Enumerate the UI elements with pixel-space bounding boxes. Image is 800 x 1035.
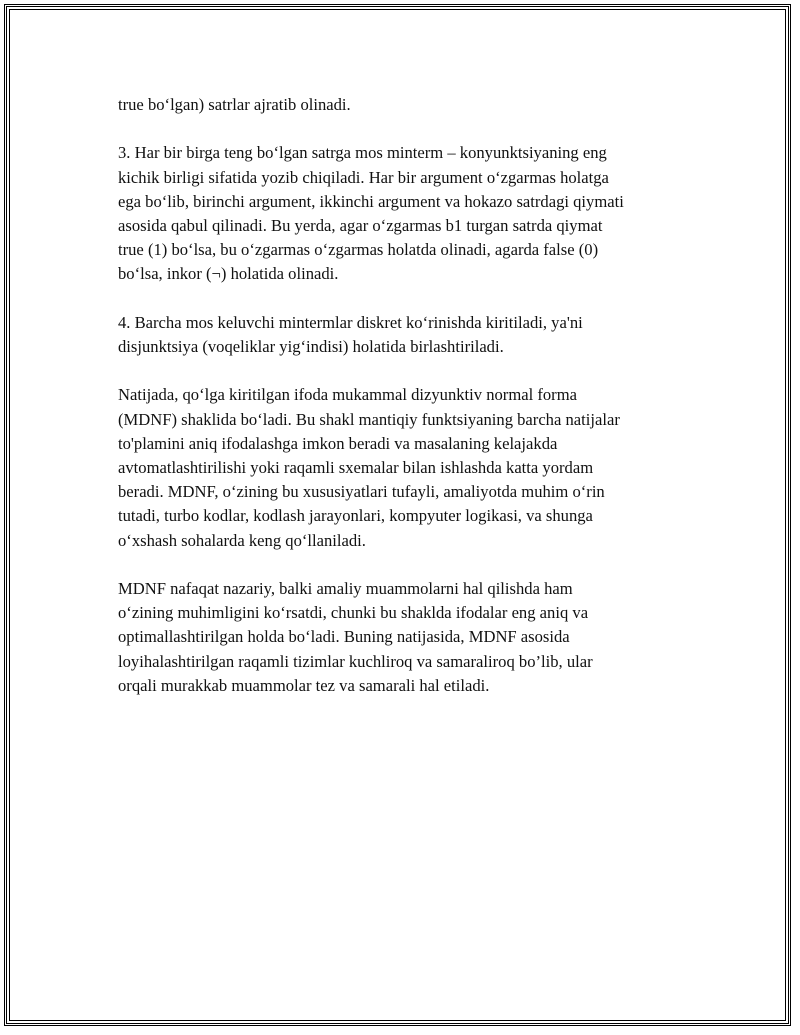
paragraph-continuation: true bo‘lgan) satrlar ajratib olinadi. [118,95,351,114]
document-body [118,93,688,722]
paragraph-mdnf-result: Natijada, qo‘lga kiritilgan ifoda mukammal dizyunktiv normal forma (MDNF) shaklida bo‘ladi. Bu shakl mantiqiy funktsiyaning barcha natijalar to'plamini aniq ifodalashga imkon beradi va masalaning kelajakda avtomatlashtirilishi yoki raqamli sxemalar bilan ishlashda katta yordam beradi. MDNF, o‘zining bu xususiyatlari tufayli, amaliyotda muhim o‘rin tutadi, turbo kodlar, kodlash jarayonlari, kompyuter logikasi, va shunga o‘xshash sohalarda keng qo‘llaniladi. [118,385,620,550]
paragraph-step-4: 4. Barcha mos keluvchi mintermlar diskret ko‘rinishda kiritiladi, ya'ni disjunktsiya (voqeliklar yig‘indisi) holatida birlashtiriladi. [118,312,583,356]
paragraph-step-3: 3. Har bir birga teng bo‘lgan satrga mos minterm – konyunktsiyaning eng kichik birligi sifatida yozib chiqiladi. Har bir argument o‘zgarmas holatga ega bo‘lib, birinchi argument, ikkinchi argument va hokazo satrdagi qiymati asosida qabul qilinadi. Bu yerda, agar o‘zgarmas b1 turgan satrda qiymat true (1) bo‘lsa, bu o‘zgarmas o‘zgarmas holatda olinadi, agarda false (0) bo‘lsa, inkor (¬) holatida olinadi. [118,143,624,284]
paragraph-mdnf-conclusion: MDNF nafaqat nazariy, balki amaliy muammolarni hal qilishda ham o‘zining muhimligini ko‘rsatdi, chunki bu shaklda ifodalar eng aniq va optimallashtirilgan holda bo‘ladi. Buning natijasida, MDNF asosida loyihalashtirilgan raqamli tizimlar kuchliroq va samaraliroq bo’lib, ular orqali murakkab muammolar tez va samarali hal etiladi. [118,579,593,695]
